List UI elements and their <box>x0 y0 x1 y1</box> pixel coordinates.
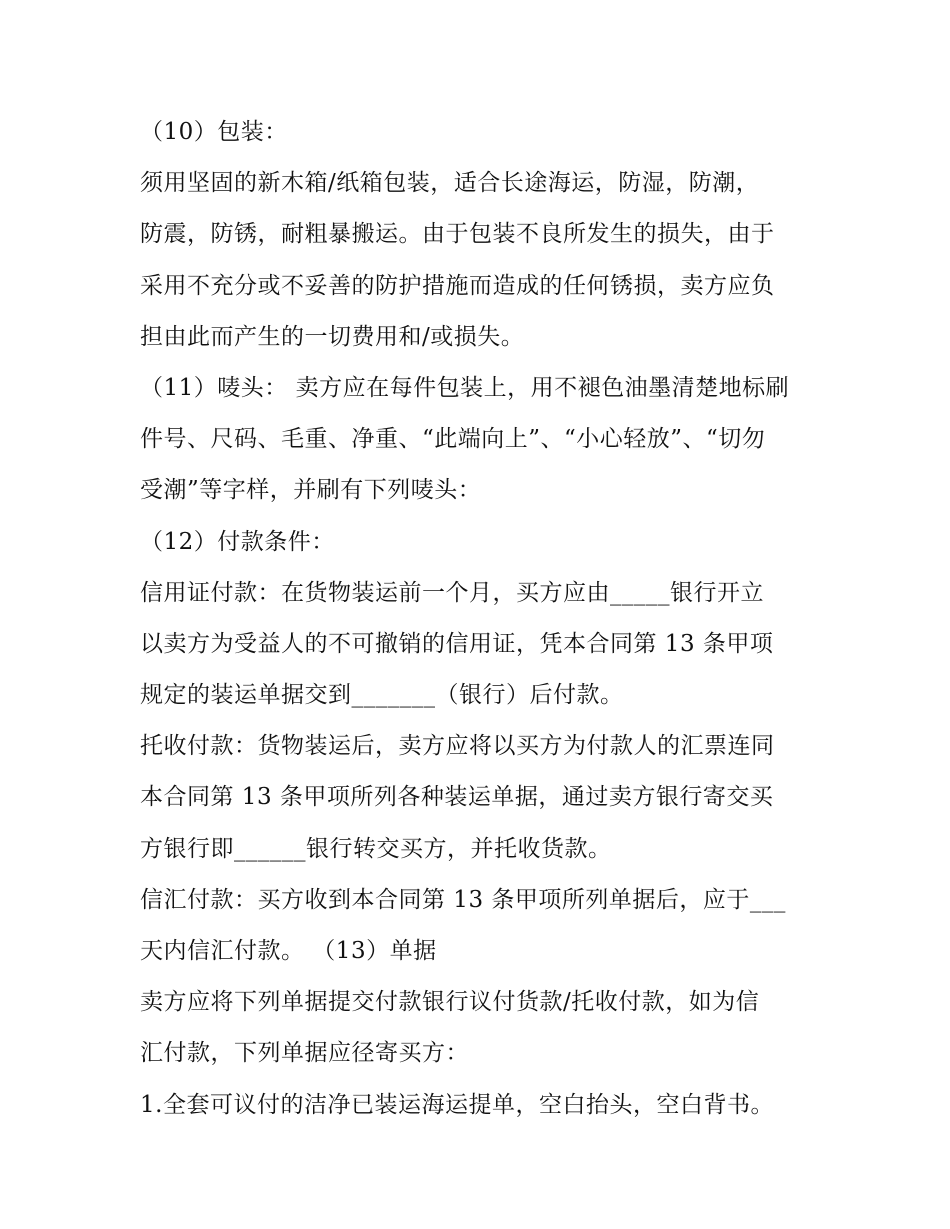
section-heading-packing: （10）包装： <box>140 119 288 145</box>
text-line: 托收付款：货物装运后，卖方应将以买方为付款人的汇票连同 <box>140 733 775 760</box>
text-line: 信汇付款：买方收到本合同第 13 条甲项所列单据后，应于___ <box>140 886 786 913</box>
text-line: 方银行即______银行转交买方，并托收货款。 <box>140 835 612 862</box>
text-line: 信用证付款：在货物装运前一个月，买方应由_____银行开立 <box>140 579 764 606</box>
text-line: 汇付款，下列单据应径寄买方： <box>140 1040 469 1067</box>
text-line: 担由此而产生的一切费用和/或损失。 <box>140 323 525 350</box>
section-heading-shipping-marks: （11）唛头： 卖方应在每件包装上，用不褪色油墨清楚地标刷 <box>140 374 790 401</box>
text-line: 本合同第 13 条甲项所列各种装运单据，通过卖方银行寄交买 <box>140 784 774 811</box>
text-line: 1.全套可议付的洁净已装运海运提单，空白抬头，空白背书。 <box>140 1091 774 1118</box>
text-line: 件号、尺码、毛重、净重、“此端向上”、“小心轻放”、“切勿 <box>140 426 766 453</box>
document-body <box>140 107 820 1131</box>
text-line: 防震，防锈，耐粗暴搬运。由于包装不良所发生的损失，由于 <box>140 221 775 248</box>
text-line: 卖方应将下列单据提交付款银行议付货款/托收付款，如为信 <box>140 989 760 1016</box>
text-line: 以卖方为受益人的不可撤销的信用证，凭本合同第 13 条甲项 <box>140 630 774 657</box>
section-heading-payment-terms: （12）付款条件： <box>140 528 335 555</box>
text-line: 规定的装运单据交到_______（银行）后付款。 <box>140 682 624 709</box>
text-line: 须用坚固的新木箱/纸箱包装，适合长途海运，防湿，防潮， <box>140 170 760 197</box>
text-line: 受潮”等字样，并刷有下列唛头： <box>140 477 482 504</box>
text-line: 采用不充分或不妥善的防护措施而造成的任何锈损，卖方应负 <box>140 272 775 299</box>
text-line: 天内信汇付款。 （13）单据 <box>140 938 437 964</box>
